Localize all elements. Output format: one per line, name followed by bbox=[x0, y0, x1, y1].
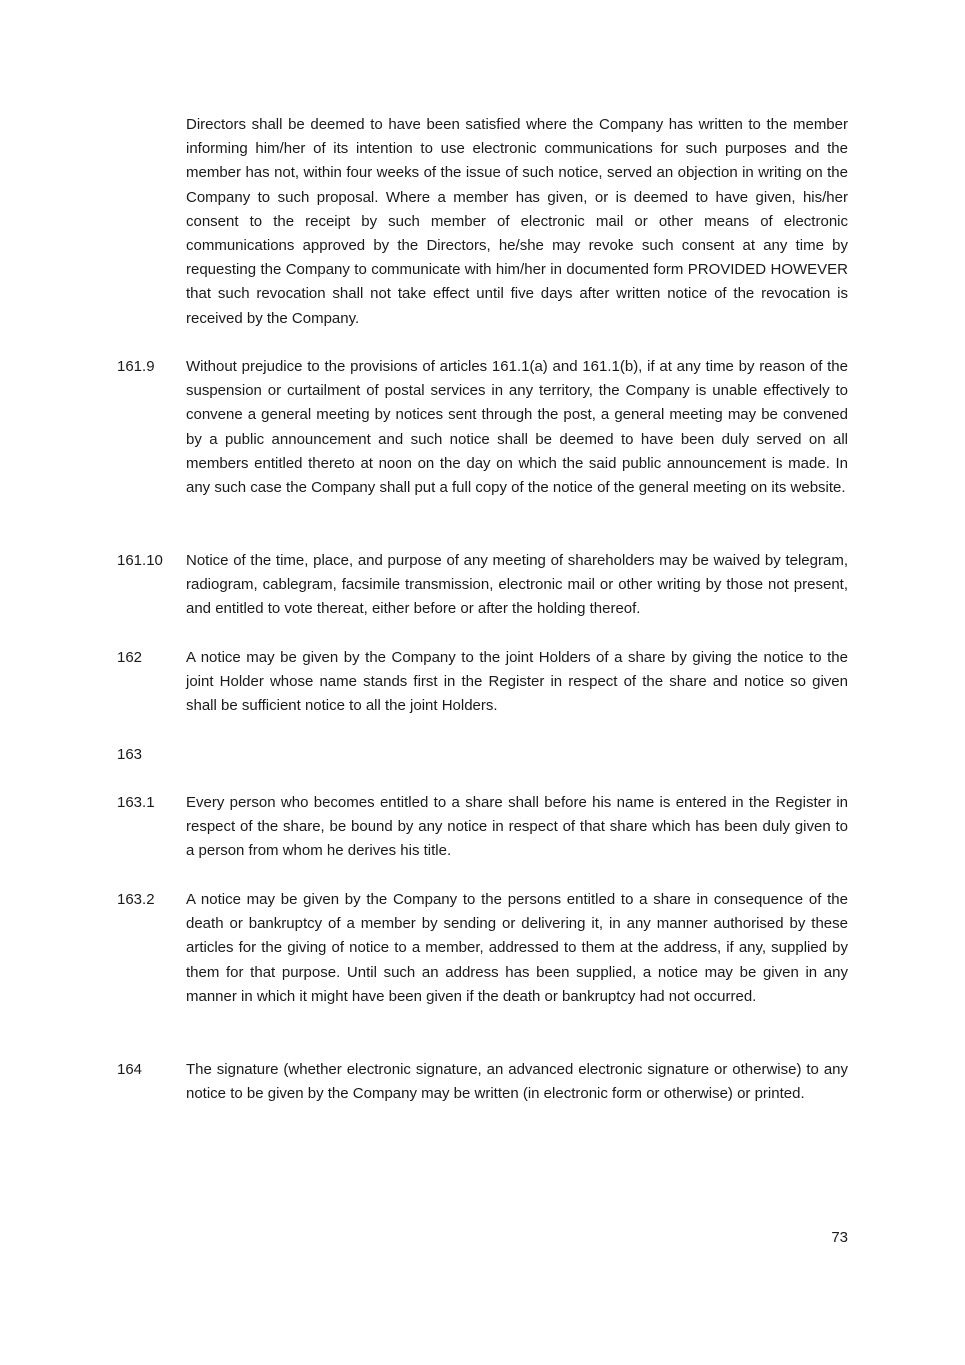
page-number: 73 bbox=[831, 1229, 848, 1246]
clause-text: A notice may be given by the Company to the joint Holders of a share by giving the notice to the joint Holder whose name stands first in the Register in respect of the share and notice so given shall be sufficient notice to all the joint Holders. bbox=[186, 649, 848, 715]
clause-163-1 bbox=[117, 791, 848, 864]
clause-number: 162 bbox=[117, 649, 143, 666]
clause-164 bbox=[117, 1058, 848, 1106]
clause-text: Every person who becomes entitled to a share shall before his name is entered in the Register in respect of the share, be bound by any notice in respect of that share which has been duly given to a person from whom he derives his title. bbox=[186, 794, 848, 860]
clause-text: Without prejudice to the provisions of articles 161.1(a) and 161.1(b), if at any time by reason of the suspension or curtailment of postal services in any territory, the Company is unable effectively to convene a general meeting by notices sent through the post, a general meeting may be convened by a public announcement and such notice shall be deemed to have been duly served on all members entitled thereto at noon on the day on which the said public announcement is made. In any such case the Company shall put a full copy of the notice of the general meeting on its website. bbox=[186, 358, 848, 497]
clause-number: 164 bbox=[117, 1061, 143, 1078]
continuation-paragraph bbox=[117, 113, 848, 331]
clause-text: The signature (whether electronic signature, an advanced electronic signature or otherwise) to any notice to be given by the Company may be written (in electronic form or otherwise) or printed. bbox=[186, 1061, 848, 1103]
clause-161-9 bbox=[117, 355, 848, 500]
clause-number: 163 bbox=[117, 746, 143, 763]
clause-number: 163.2 bbox=[117, 891, 155, 908]
clause-163-2 bbox=[117, 888, 848, 1009]
clause-161-10 bbox=[117, 549, 848, 622]
continuation-text: Directors shall be deemed to have been satisfied where the Company has written to the member informing him/her of its intention to use electronic communications for such purposes and the member has not, within four weeks of the issue of such notice, served an objection in writing on the Company to such proposal. Where a member has given, or is deemed to have given, his/her consent to the receipt by such member of electronic mail or other means of electronic communications approved by the Directors, he/she may revoke such consent at any time by requesting the Company to communicate with him/her in documented form PROVIDED HOWEVER that such revocation shall not take effect until five days after written notice of the revocation is received by the Company. bbox=[186, 116, 848, 327]
clause-number: 161.9 bbox=[117, 358, 155, 375]
clause-text: A notice may be given by the Company to the persons entitled to a share in consequence of the death or bankruptcy of a member by sending or delivering it, in any manner authorised by these articles for the giving of notice to a member, addressed to them at the address, if any, supplied by them for that purpose. Until such an address has been supplied, a notice may be given in any manner in which it might have been given if the death or bankruptcy had not occurred. bbox=[186, 891, 848, 1005]
clause-number: 163.1 bbox=[117, 794, 155, 811]
clause-162 bbox=[117, 646, 848, 719]
clause-text: Notice of the time, place, and purpose of any meeting of shareholders may be waived by telegram, radiogram, cablegram, facsimile transmission, electronic mail or other writing by those not present, and entitled to vote thereat, either before or after the holding thereof. bbox=[186, 552, 848, 618]
clause-number: 161.10 bbox=[117, 552, 163, 569]
